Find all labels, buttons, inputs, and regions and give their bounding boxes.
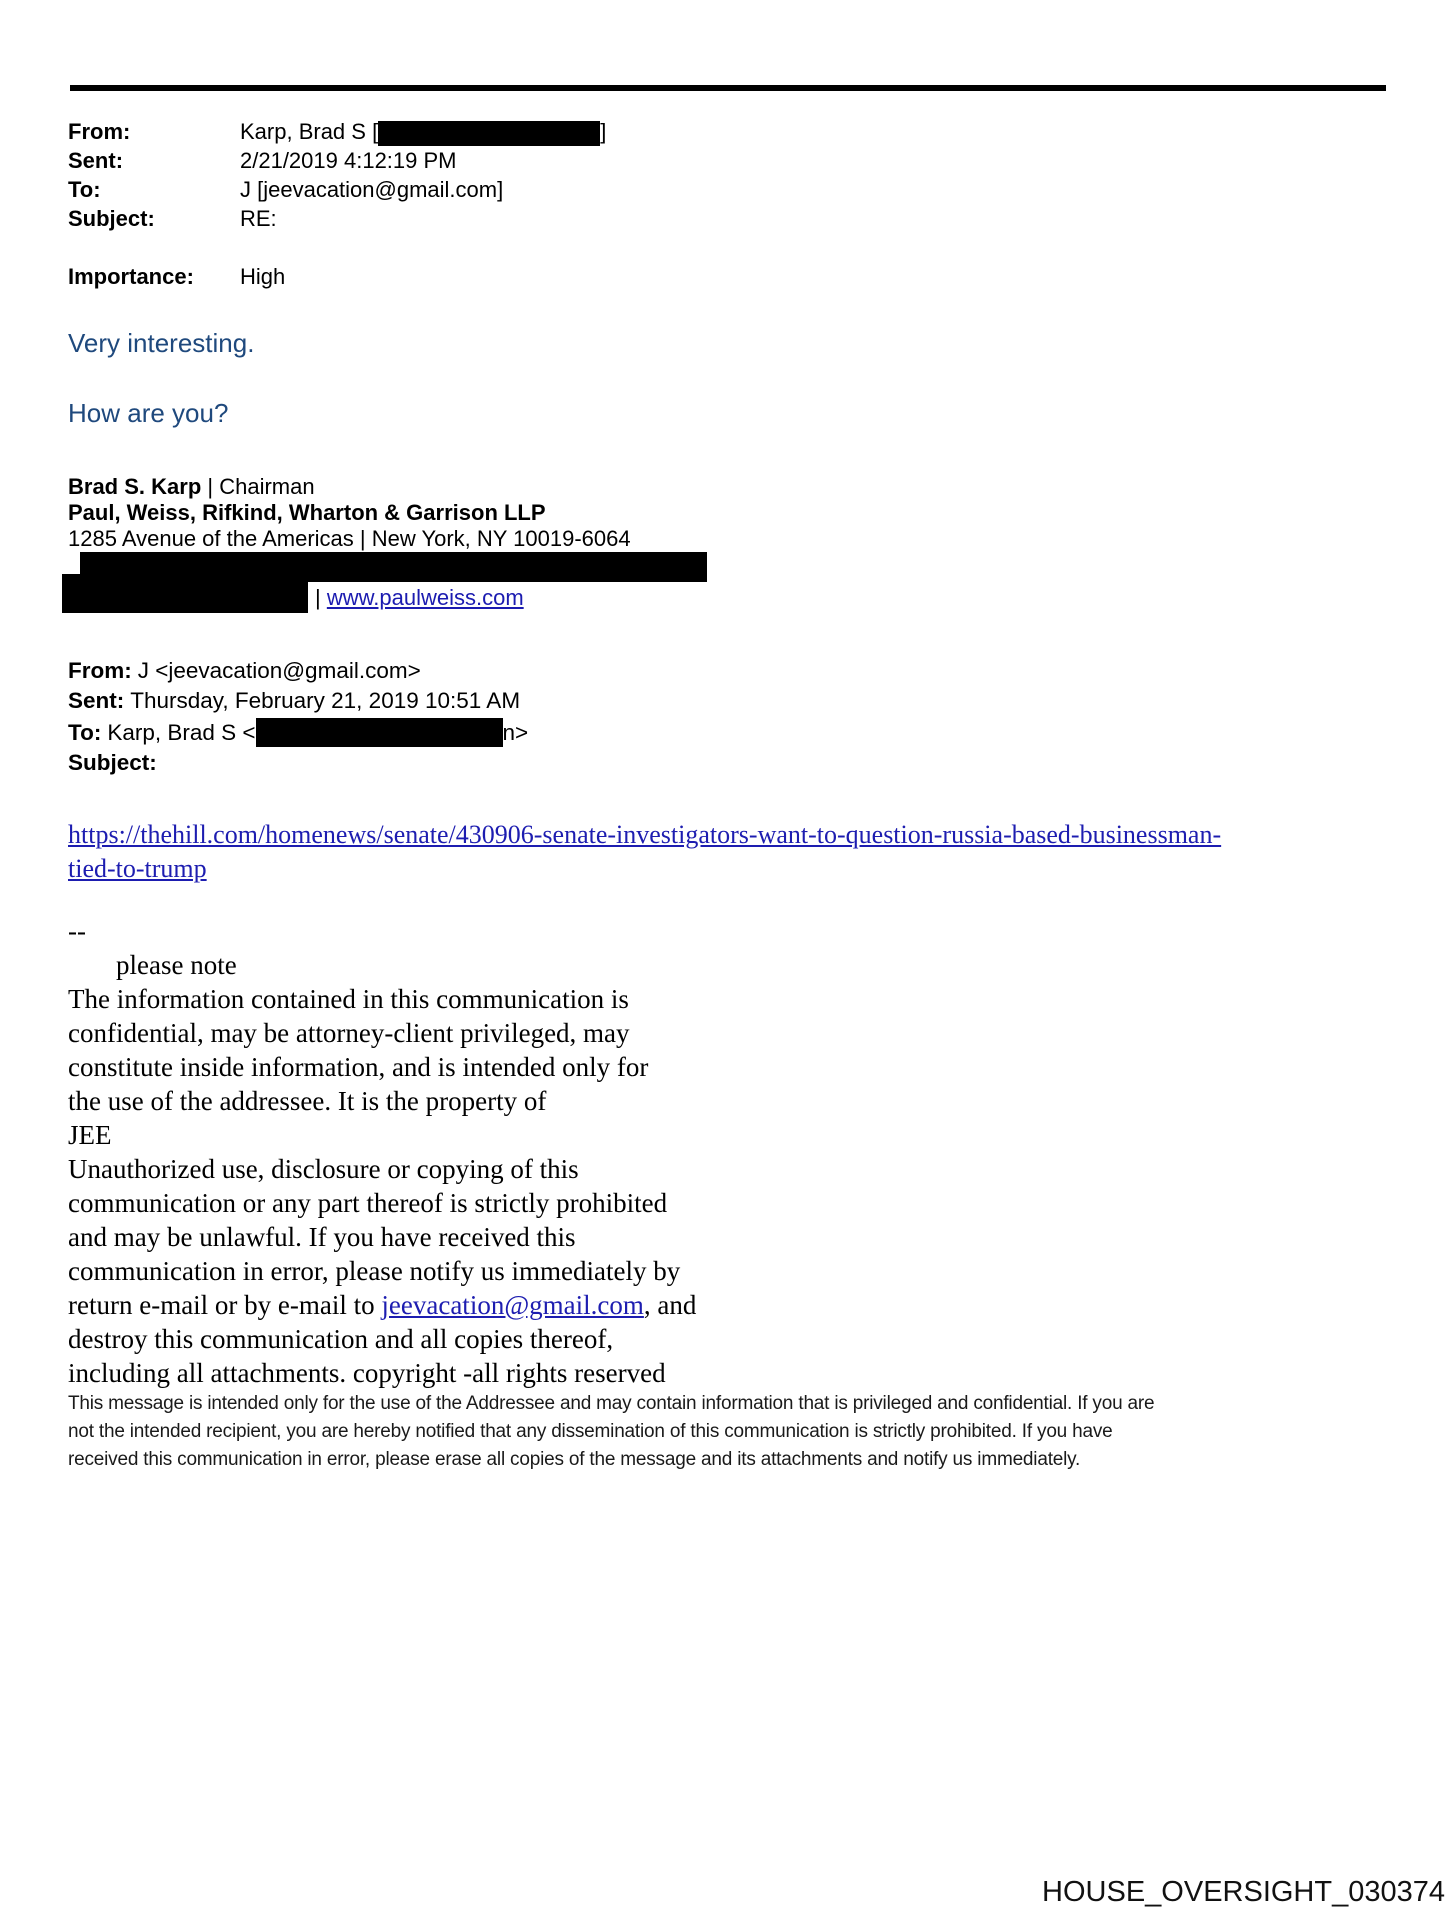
importance-value: High — [240, 264, 286, 289]
from-label: From: — [68, 119, 131, 144]
jeevacation-email-link[interactable]: jeevacation@gmail.com — [381, 1290, 644, 1320]
paulweiss-link[interactable]: www.paulweiss.com — [326, 585, 524, 610]
footer-disclaimer — [68, 1390, 1154, 1474]
disclaimer-line: destroy this communication and all copies thereof, — [68, 1324, 614, 1354]
disclaimer-email-line: return e-mail or by e-mail to jeevacation@gmail.com, and — [68, 1290, 697, 1320]
body-line-2: How are you? — [68, 398, 229, 428]
quoted-to-value: Karp, Brad S < n> — [107, 720, 529, 745]
quoted-row-to — [68, 716, 528, 748]
article-link-block — [68, 818, 1221, 886]
disclaimer-line: communication or any part thereof is strictly prohibited — [68, 1188, 668, 1218]
quoted-from-label: From: — [68, 658, 132, 683]
signature-name: Brad S. Karp — [68, 474, 202, 499]
to-label: To: — [68, 177, 101, 202]
website-separator: | — [315, 585, 327, 610]
quoted-row-subject — [68, 748, 528, 778]
to-value: J [jeevacation@gmail.com] — [240, 177, 504, 202]
disclaimer-line: and may be unlawful. If you have received this — [68, 1222, 576, 1252]
disclaimer-line: JEE — [68, 1120, 112, 1150]
signature-title: Chairman — [219, 474, 315, 499]
disclaimer-line: confidential, may be attorney-client privileged, may — [68, 1018, 630, 1048]
header-row-from — [68, 117, 606, 146]
thehill-article-link[interactable] — [68, 818, 1221, 886]
quoted-email-header — [68, 656, 528, 778]
footer-disclaimer-line: not the intended recipient, you are hereby notified that any dissemination of this communication is strictly prohibited. If you have — [68, 1421, 1113, 1442]
disclaimer-line: including all attachments. copyright -all rights reserved — [68, 1358, 666, 1388]
disclaimer-line: constitute inside information, and is intended only for — [68, 1052, 649, 1082]
quoted-from-value: J <jeevacation@gmail.com> — [137, 658, 421, 683]
quoted-to-label: To: — [68, 720, 102, 745]
signature-firm: Paul, Weiss, Rifkind, Wharton & Garrison LLP — [68, 500, 546, 525]
disclaimer-line: The information contained in this communication is — [68, 984, 629, 1014]
signature-website-line — [315, 585, 524, 611]
header-divider-rule — [70, 85, 1386, 91]
disclaimer-line: communication in error, please notify us immediately by — [68, 1256, 681, 1286]
signature-block — [68, 474, 631, 552]
importance-label: Importance: — [68, 264, 194, 289]
redaction-bar — [378, 121, 600, 146]
disclaimer-line: Unauthorized use, disclosure or copying of this — [68, 1154, 579, 1184]
header-row-to — [68, 175, 606, 204]
email-header — [68, 117, 606, 233]
quoted-sent-label: Sent: — [68, 688, 125, 713]
footer-disclaimer-line: received this communication in error, please erase all copies of the message and its attachments and notify us immediately. — [68, 1449, 1081, 1470]
bates-number: HOUSE_OVERSIGHT_030374 — [1042, 1876, 1445, 1908]
header-row-subject — [68, 204, 606, 233]
importance-row — [68, 262, 285, 291]
quoted-row-from — [68, 656, 528, 686]
link-line-2[interactable]: tied-to-trump — [68, 854, 207, 883]
quoted-sent-value: Thursday, February 21, 2019 10:51 AM — [130, 688, 521, 713]
sent-label: Sent: — [68, 148, 124, 173]
subject-label: Subject: — [68, 206, 155, 231]
redaction-bar — [256, 718, 503, 747]
redaction-bar — [62, 574, 308, 613]
quoted-row-sent — [68, 686, 528, 716]
serif-disclaimer — [68, 914, 696, 1390]
body-line-1: Very interesting. — [68, 328, 255, 358]
quoted-subject-label: Subject: — [68, 750, 157, 775]
disclaimer-line: the use of the addressee. It is the property of — [68, 1086, 547, 1116]
sent-value: 2/21/2019 4:12:19 PM — [240, 148, 457, 173]
footer-disclaimer-line: This message is intended only for the use of the Addressee and may contain information that is privileged and confidential. If you are — [68, 1393, 1155, 1414]
from-value: Karp, Brad S [ ] — [240, 119, 607, 144]
link-line-1[interactable]: https://thehill.com/homenews/senate/430906-senate-investigators-want-to-question-russia-based-businessman- — [68, 820, 1222, 849]
signature-address: 1285 Avenue of the Americas | New York, NY 10019-6064 — [68, 526, 631, 551]
dashes: -- — [68, 916, 86, 946]
subject-value: RE: — [240, 206, 277, 231]
header-row-sent — [68, 146, 606, 175]
please-note: please note — [116, 950, 237, 980]
signature-name-line: Brad S. Karp | Chairman — [68, 474, 315, 499]
